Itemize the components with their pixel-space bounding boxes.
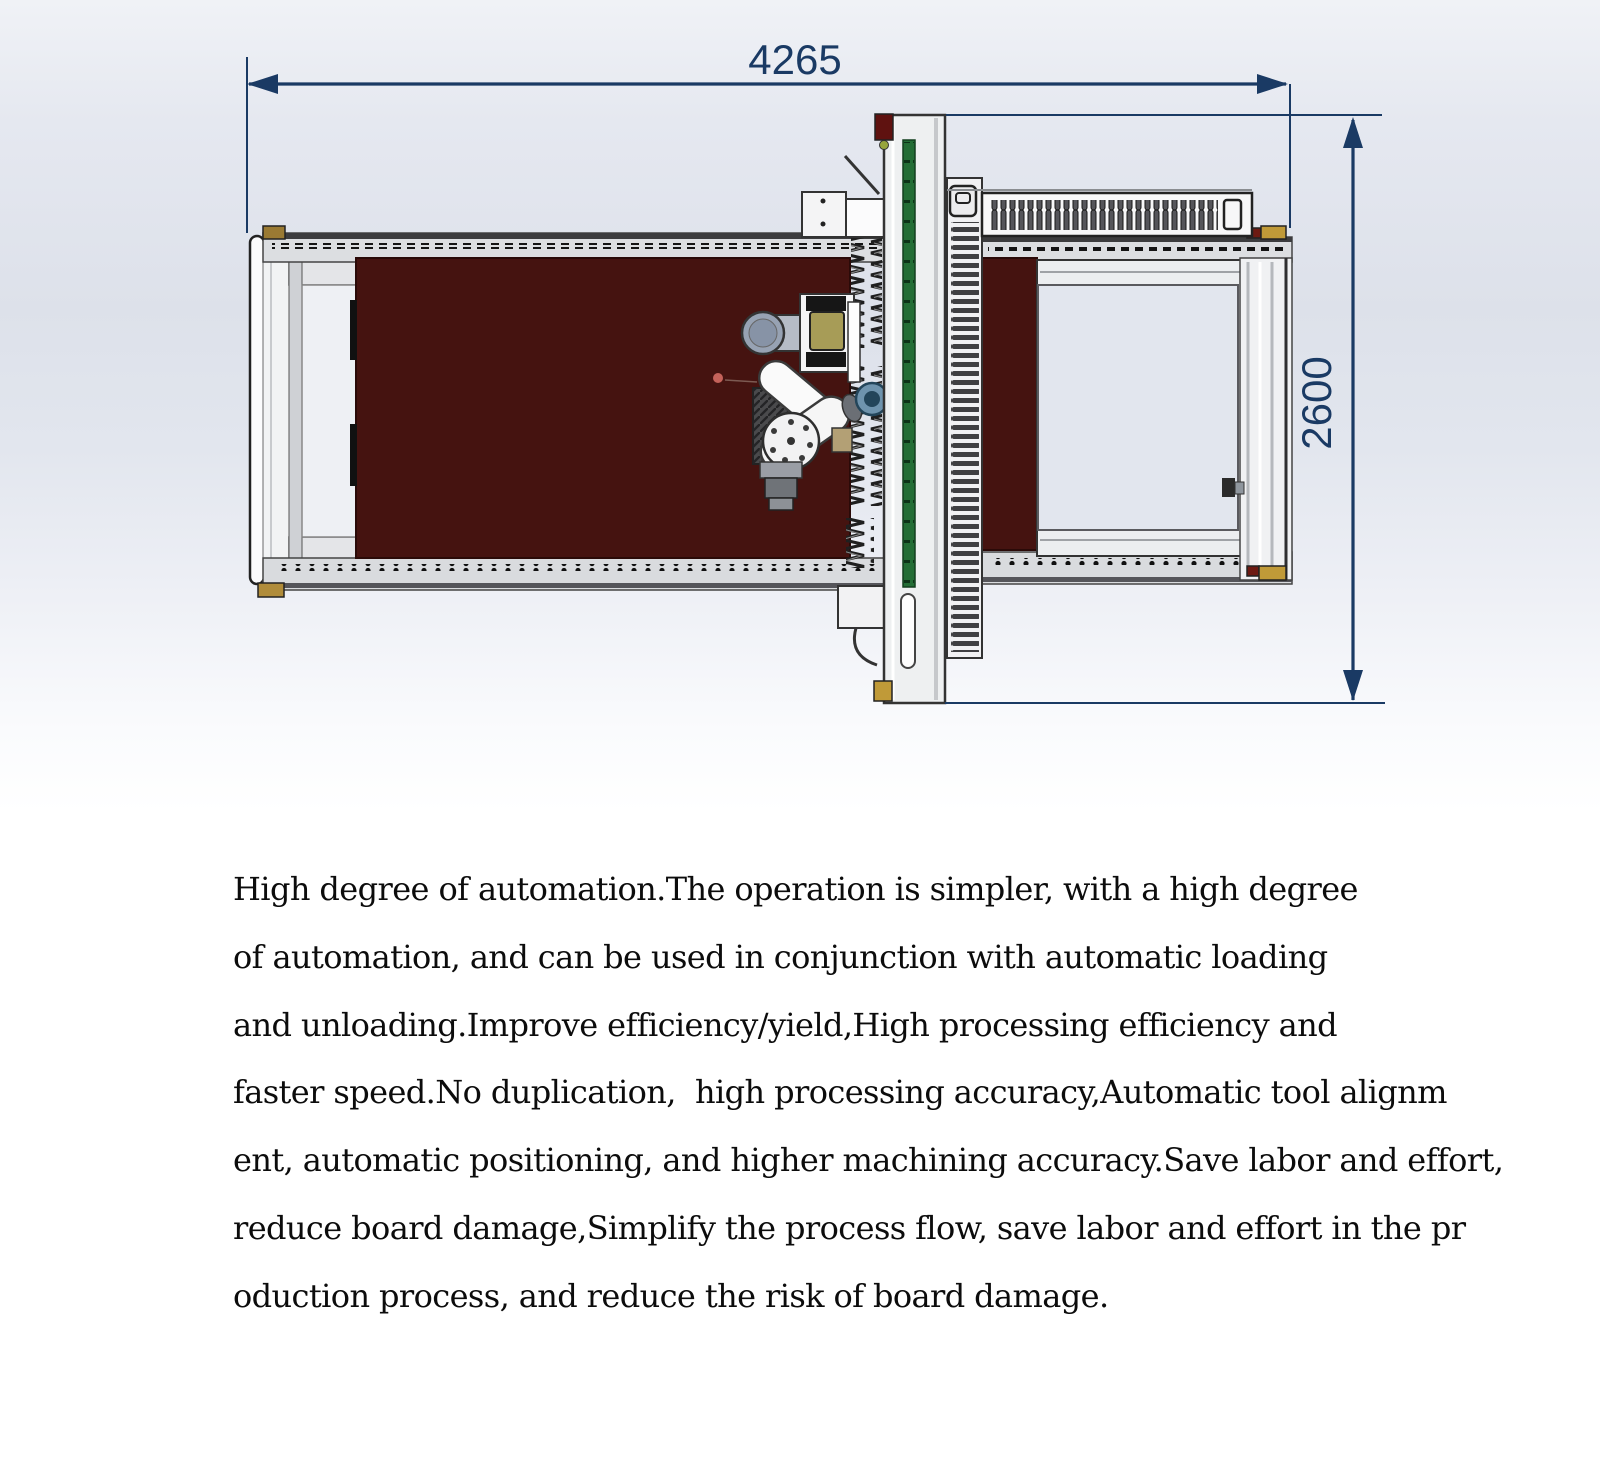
- arrowhead-right: [1257, 74, 1288, 94]
- description-line: High degree of automation.The operation is simpler, with a high degree: [233, 870, 1358, 908]
- machine-right-frame: [1037, 258, 1292, 580]
- description-line: of automation, and can be used in conjunction with automatic loading: [233, 937, 1328, 976]
- description-line: ent, automatic positioning, and higher machining accuracy.Save labor and effort,: [233, 1141, 1504, 1180]
- machine-left-frame: [250, 236, 356, 584]
- arrowhead-left: [247, 74, 278, 94]
- description-line: reduce board damage,Simplify the process flow, save labor and effort in the pr: [233, 1208, 1466, 1247]
- dimension-width-label: 4265: [748, 36, 842, 83]
- description-line: faster speed.No duplication, high processing accuracy,Automatic tool alignm: [233, 1073, 1447, 1112]
- description-line: and unloading.Improve efficiency/yield,High processing efficiency and: [233, 1005, 1337, 1044]
- gantry-beam: [874, 114, 945, 703]
- cable-chain-column: [947, 178, 982, 658]
- arrowhead-down: [1343, 670, 1363, 701]
- arrowhead-up: [1343, 117, 1363, 148]
- dimension-height-label: 2600: [1293, 356, 1340, 450]
- product-description: [233, 856, 1504, 1331]
- ventilation-grille: [947, 190, 1252, 236]
- reference-dot: [713, 373, 723, 383]
- description-line: oduction process, and reduce the risk of board damage.: [233, 1276, 1109, 1315]
